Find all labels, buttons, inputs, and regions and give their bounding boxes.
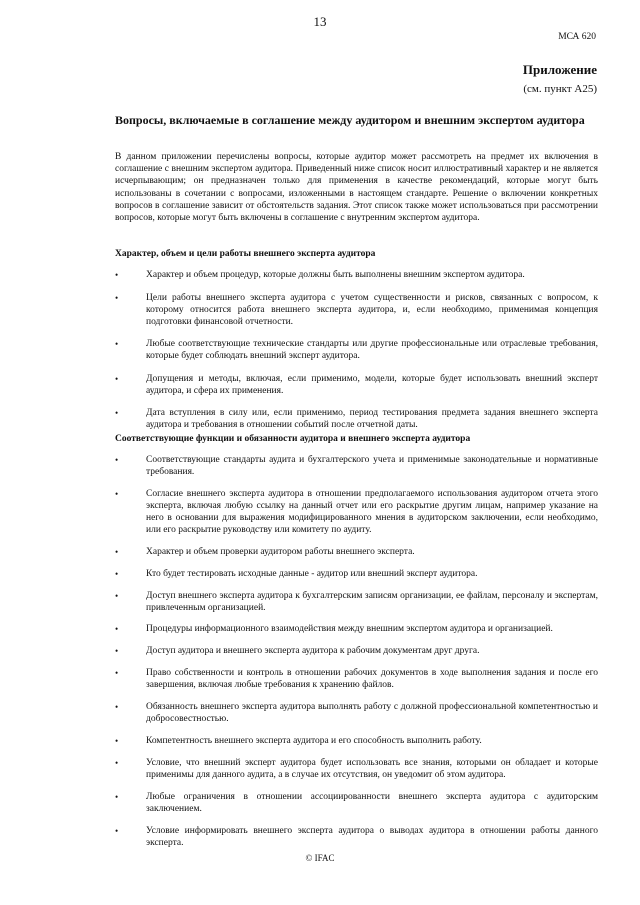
section2-heading: Соответствующие функции и обязанности аудитора и внешнего эксперта аудитора [115,434,471,444]
list-item-text: Компетентность внешнего эксперта аудитора и его способность выполнить работу. [146,736,482,747]
section1-list [115,269,598,442]
list-item [115,701,598,725]
bullet-icon: • [115,590,119,601]
list-item-text: Право собственности и контроль в отношении рабочих документов в ходе выполнения задания и после его завершения, включая любые требования к хранению файлов. [146,668,598,691]
list-item [115,645,598,657]
document-code: МСА 620 [558,32,596,42]
list-item-text: Доступ внешнего эксперта аудитора к бухгалтерским записям организации, ее файлам, персоналу и экспертам, привлеченным организацией. [146,590,598,613]
bullet-icon: • [115,546,119,557]
appendix-reference: (см. пункт А25) [523,83,597,95]
bullet-icon: • [115,270,119,280]
list-item [115,590,598,614]
list-item-text: Характер и объем процедур, которые должны быть выполнены внешним экспертом аудитора. [146,270,525,280]
list-item [115,373,598,397]
intro-paragraph: В данном приложении перечислены вопросы, которые аудитор может рассмотреть на предмет их включения в соглашение с внешним экспертом аудитора. Приведенный ниже список носит иллюстративный характер и не является исчерпывающим; он предназначен только для применения в качестве рекомендаций, которые могут быть использованы в сочетании с вопросами, изложенными в настоящем стандарте. Решение о включении конкретных вопросов в соглашение зависит от обстоятельств задания. Этот список также может использоваться при рассмотрении вопросов, которые могут быть включены в соглашение с внутренним экспертом аудитора. [115,152,598,224]
list-item-text: Процедуры информационного взаимодействия между внешним экспертом аудитора и организацией. [146,624,553,635]
list-item [115,667,598,691]
list-item [115,825,598,849]
bullet-icon: • [115,791,119,802]
list-item [115,454,598,478]
list-item-text: Условие информировать внешнего эксперта аудитора о выводах аудитора в отношении работы данного эксперта. [146,825,598,848]
bullet-icon: • [115,373,119,384]
list-item [115,407,598,431]
list-item-text: Согласие внешнего эксперта аудитора в отношении предполагаемого использования аудитором отчета этого эксперта, включая любую ссылку на данный отчет или его раскрытие другим лицам, например указание на него в основании для выражения модифицированного мнения в аудиторском заключении, если необходимо, или его раскрытие руководству или комитету по аудиту. [146,488,598,535]
bullet-icon: • [115,408,119,418]
page-number: 13 [313,14,327,29]
bullet-icon: • [115,488,119,499]
bullet-icon: • [115,339,119,349]
list-item-text: Характер и объем проверки аудитором работы внешнего эксперта. [146,546,415,557]
list-item [115,546,598,558]
list-item-text: Любые ограничения в отношении ассоциированности внешнего эксперта аудитора с аудиторским заключением. [146,791,598,814]
bullet-icon: • [115,455,119,465]
list-item-text: Соответствующие стандарты аудита и бухгалтерского учета и применимые законодательные и нормативные требования. [146,455,598,477]
list-item-text: Допущения и методы, включая, если применимо, модели, которые будет использовать внешний эксперт аудитора, и сфера их применения. [146,373,598,396]
list-item-text: Обязанность внешнего эксперта аудитора выполнять работу с должной профессиональной компетентностью и добросовестностью. [146,702,598,725]
bullet-icon: • [115,668,119,679]
bullet-icon: • [115,646,119,657]
list-item [115,757,598,781]
appendix-title: Приложение [522,62,597,77]
bullet-icon: • [115,736,119,747]
copyright-footer: © IFAC [305,853,335,863]
main-title: Вопросы, включаемые в соглашение между аудитором и внешним экспертом аудитора [115,113,585,127]
list-item [115,488,598,536]
list-item-text: Любые соответствующие технические стандарты или другие профессиональные или отраслевые требования, которые будет соблюдать внешний эксперт аудитора. [146,339,598,361]
list-item-text: Дата вступления в силу или, если применимо, период тестирования предмета задания внешнего эксперта аудитора и требования в отношении событий после отчетной даты. [146,408,598,430]
bullet-icon: • [115,624,119,635]
section2-list [115,454,598,859]
section1-heading: Характер, объем и цели работы внешнего эксперта аудитора [115,249,376,259]
list-item-text: Доступ аудитора и внешнего эксперта аудитора к рабочим документам друг друга. [146,646,480,657]
list-item [115,338,598,362]
list-item [115,269,598,281]
bullet-icon: • [115,825,119,836]
list-item [115,791,598,815]
bullet-icon: • [115,757,119,768]
list-item [115,568,598,580]
list-item [115,623,598,635]
list-item-text: Условие, что внешний эксперт аудитора будет использовать все знания, которыми он обладает и которые применимы для данного аудита, а в случае их отсутствия, он уведомит об этом аудитора. [146,757,598,780]
list-item-text: Цели работы внешнего эксперта аудитора с учетом существенности и рисков, связанных с вопросом, к которому относится работа внешнего эксперта аудитора, и, если необходимо, применимая концепция подготовки финансовой отчетности. [146,292,598,327]
bullet-icon: • [115,568,119,579]
bullet-icon: • [115,702,119,713]
bullet-icon: • [115,292,119,303]
list-item [115,292,598,328]
list-item-text: Кто будет тестировать исходные данные - аудитор или внешний эксперт аудитора. [146,568,478,579]
list-item [115,735,598,747]
